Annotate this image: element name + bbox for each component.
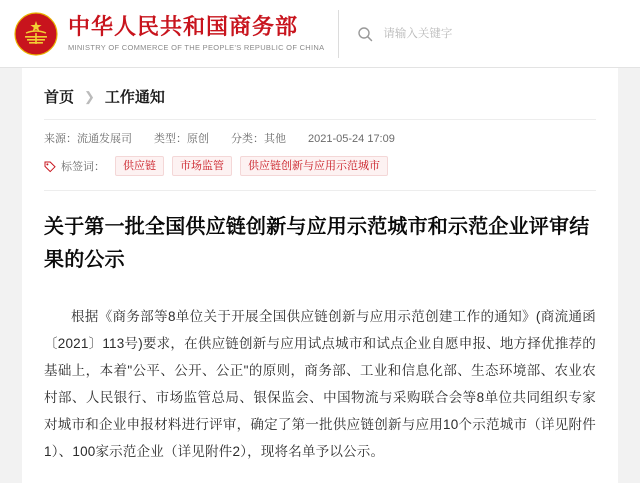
page-title: 关于第一批全国供应链创新与应用示范城市和示范企业评审结果的公示 [44, 216, 590, 271]
breadcrumb-current[interactable]: 工作通知 [104, 89, 165, 106]
national-emblem-icon [14, 12, 58, 56]
site-header [0, 0, 640, 68]
search-input[interactable] [381, 27, 585, 41]
meta-type: 类型：原创 [154, 133, 209, 145]
content-area [0, 68, 640, 483]
article-meta [44, 119, 596, 176]
search-area[interactable] [357, 26, 640, 42]
tag-item[interactable]: 供应链创新与应用示范城市 [240, 156, 388, 176]
meta-datetime: 2021-05-24 17:09 [308, 133, 395, 145]
breadcrumb [44, 86, 596, 119]
meta-divider [44, 190, 596, 191]
tag-item[interactable]: 市场监管 [172, 156, 232, 176]
meta-row [44, 130, 596, 148]
tag-row [44, 156, 596, 176]
article-card [22, 68, 618, 483]
tag-item[interactable]: 供应链 [115, 156, 164, 176]
meta-source: 来源：流通发展司 [44, 133, 132, 145]
article-paragraph: 根据《商务部等8单位关于开展全国供应链创新与应用示范创建工作的通知》(商流通函〔2021〕113号)要求，在供应链创新与应用试点城市和试点企业自愿申报、地方择优推荐的基础上，本着"公平、公开、公正"的原则，商务部、工业和信息化部、生态环境部、农业农村部、人民银行、市场监管总局、银保监会、中国物流与采购联合会等8单位共同组织专家对城市和企业申报材料进行评审，确定了第一批供应链创新与应用10个示范城市（详见附件1）、100家示范企业（详见附件2），现将名单予以公示。 [44, 309, 596, 459]
breadcrumb-home[interactable]: 首页 [44, 89, 75, 106]
tag-label: 标签词： [61, 161, 105, 173]
site-title-en: MINISTRY OF COMMERCE OF THE PEOPLE'S REPUBLIC OF CHINA [68, 43, 325, 52]
site-title-cn: 中华人民共和国商务部 [68, 14, 299, 39]
search-icon[interactable] [357, 26, 373, 42]
tag-icon [44, 160, 56, 172]
meta-category: 分类：其他 [231, 133, 286, 145]
chevron-right-icon: ❯ [84, 88, 95, 104]
site-title-block [68, 10, 339, 58]
